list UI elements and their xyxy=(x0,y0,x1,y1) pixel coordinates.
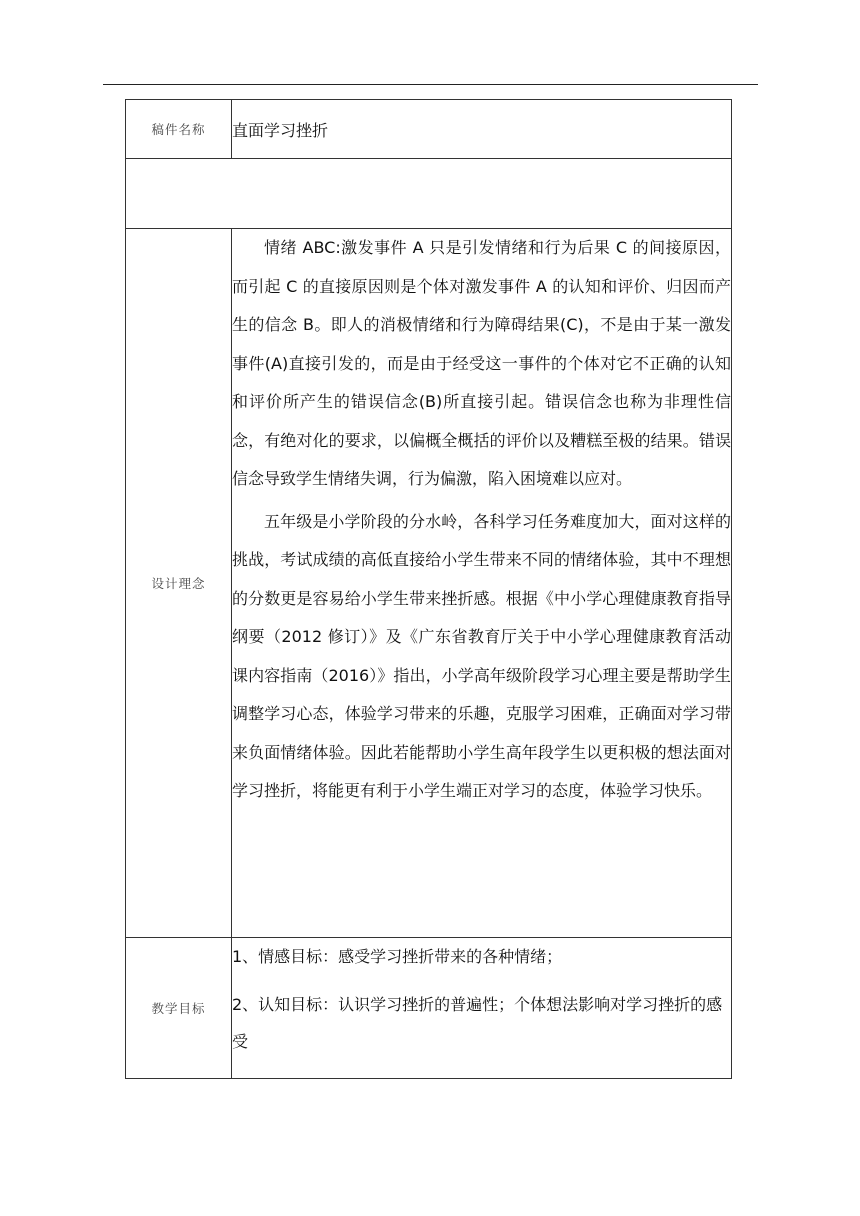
design-paragraph: 情绪 ABC:激发事件 A 只是引发情绪和行为后果 C 的间接原因，而引起 C 的直接原因则是个体对激发事件 A 的认知和评价、归因而产生的信念 B。即人的消极情绪和行为障碍结果(C)，不是由于某一激发事件(A)直接引发的，而是由于经受这一事件的个体对它不正确的认知和评价所产生的错误信念(B)所直接引起。错误信念也称为非理性信念，有绝对化的要求，以偏概全概括的评价以及糟糕至极的结果。错误信念导致学生情绪失调，行为偏激，陷入困境难以应对。 xyxy=(232,238,731,488)
empty-row xyxy=(126,159,732,229)
design-content xyxy=(232,229,732,938)
title-value: 直面学习挫折 xyxy=(232,100,732,159)
goals-content xyxy=(232,938,732,1079)
design-row xyxy=(126,229,732,938)
design-label: 设计理念 xyxy=(126,229,232,938)
empty-cell xyxy=(126,159,732,229)
goals-label: 教学目标 xyxy=(126,938,232,1079)
lesson-plan-table xyxy=(125,99,732,1079)
header-rule xyxy=(103,84,758,85)
goals-row xyxy=(126,938,732,1079)
goal-item: 1、情感目标：感受学习挫折带来的各种情绪； xyxy=(232,947,563,966)
title-row xyxy=(126,100,732,159)
title-label: 稿件名称 xyxy=(126,100,232,159)
design-paragraph: 五年级是小学阶段的分水岭，各科学习任务难度加大，面对这样的挑战，考试成绩的高低直接给小学生带来不同的情绪体验，其中不理想的分数更是容易给小学生带来挫折感。根据《中小学心理健康教育指导纲要（2012 修订）》及《广东省教育厅关于中小学心理健康教育活动课内容指南（2016）》指出，小学高年级阶段学习心理主要是帮助学生调整学习心态，体验学习带来的乐趣，克服学习困难，正确面对学习带来负面情绪体验。因此若能帮助小学生高年段学生以更积极的想法面对学习挫折，将能更有利于小学生端正对学习的态度，体验学习快乐。 xyxy=(232,511,731,800)
goal-item: 2、认知目标：认识学习挫折的普遍性；个体想法影响对学习挫折的感受 xyxy=(232,995,723,1051)
